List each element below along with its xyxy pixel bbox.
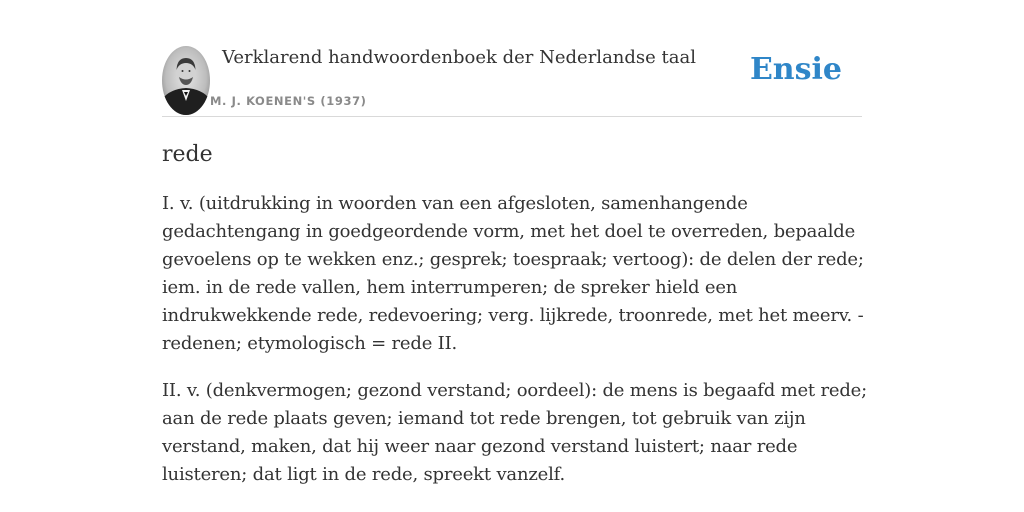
- ensie-logo[interactable]: Ensie: [749, 52, 842, 87]
- author-portrait-icon: [162, 46, 210, 115]
- dictionary-title: Verklarend handwoordenboek der Nederlandse taal: [222, 47, 696, 68]
- dictionary-author: M. J. KOENEN'S (1937): [210, 94, 367, 108]
- entry-definition-1: I. v. (uitdrukking in woorden van een afgesloten, samenhangende gedachtengang in goedgeordende vorm, met het doel te overreden, bepaalde gevoelens op te wekken enz.; gesprek; toespraak; vertoog): de delen der rede; iem. in de rede vallen, hem interrumperen; de spreker hield een indrukwekkende rede, redevoering; verg. lijkrede, troonrede, met het meerv. -redenen; etymologisch = rede II.: [162, 193, 864, 354]
- dictionary-entry: [162, 140, 867, 508]
- entry-definition-2: II. v. (denkvermogen; gezond verstand; oordeel): de mens is begaafd met rede; aan de rede plaats geven; iemand tot rede brengen, tot gebruik van zijn verstand, maken, dat hij weer naar gezond verstand luistert; naar rede luisteren; dat ligt in de rede, spreekt vanzelf.: [162, 380, 867, 485]
- entry-headword: rede: [162, 142, 213, 167]
- dictionary-header: [162, 46, 862, 117]
